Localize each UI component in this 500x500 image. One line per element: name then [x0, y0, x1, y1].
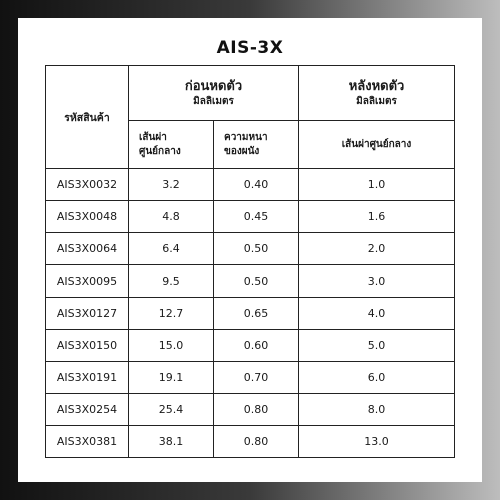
table-row [46, 265, 455, 297]
table-row [46, 393, 455, 425]
cell-before-diameter: 19.1 [129, 361, 214, 393]
cell-product-code: AIS3X0127 [46, 297, 129, 329]
cell-product-code: AIS3X0048 [46, 201, 129, 233]
header-before-thickness-line1: ความหนา [224, 131, 268, 143]
cell-after-diameter: 1.0 [299, 169, 455, 201]
cell-after-diameter: 4.0 [299, 297, 455, 329]
cell-before-thickness: 0.50 [214, 265, 299, 297]
cell-before-thickness: 0.80 [214, 425, 299, 457]
cell-before-thickness: 0.65 [214, 297, 299, 329]
cell-before-diameter: 12.7 [129, 297, 214, 329]
header-before-thickness [214, 121, 299, 169]
cell-before-thickness: 0.70 [214, 361, 299, 393]
spec-card [18, 18, 482, 482]
table-row [46, 361, 455, 393]
cell-before-diameter: 15.0 [129, 329, 214, 361]
cell-after-diameter: 13.0 [299, 425, 455, 457]
header-row-groups [46, 66, 455, 121]
header-before-shrink-unit: มิลลิเมตร [193, 95, 234, 107]
cell-after-diameter: 2.0 [299, 233, 455, 265]
cell-after-diameter: 3.0 [299, 265, 455, 297]
cell-before-diameter: 3.2 [129, 169, 214, 201]
header-after-diameter: เส้นผ่าศูนย์กลาง [299, 121, 455, 169]
cell-after-diameter: 1.6 [299, 201, 455, 233]
cell-before-thickness: 0.80 [214, 393, 299, 425]
table-row [46, 329, 455, 361]
header-before-diameter [129, 121, 214, 169]
cell-after-diameter: 8.0 [299, 393, 455, 425]
page-title: AIS-3X [216, 38, 284, 58]
cell-product-code: AIS3X0254 [46, 393, 129, 425]
cell-before-diameter: 4.8 [129, 201, 214, 233]
table-row [46, 169, 455, 201]
cell-before-thickness: 0.40 [214, 169, 299, 201]
cell-product-code: AIS3X0150 [46, 329, 129, 361]
table-row [46, 233, 455, 265]
header-before-diameter-line1: เส้นผ่า [139, 131, 167, 143]
cell-before-thickness: 0.50 [214, 233, 299, 265]
cell-before-diameter: 6.4 [129, 233, 214, 265]
table-row [46, 201, 455, 233]
table-row [46, 297, 455, 329]
cell-before-diameter: 25.4 [129, 393, 214, 425]
header-after-shrink-label: หลังหดตัว [348, 78, 405, 94]
header-before-thickness-line2: ของผนัง [224, 145, 260, 157]
cell-before-diameter: 38.1 [129, 425, 214, 457]
cell-after-diameter: 5.0 [299, 329, 455, 361]
cell-after-diameter: 6.0 [299, 361, 455, 393]
header-before-diameter-line2: ศูนย์กลาง [139, 145, 181, 157]
spec-table [45, 65, 455, 458]
cell-product-code: AIS3X0032 [46, 169, 129, 201]
cell-before-thickness: 0.60 [214, 329, 299, 361]
header-product-code: รหัสสินค้า [46, 66, 129, 169]
cell-before-diameter: 9.5 [129, 265, 214, 297]
cell-product-code: AIS3X0095 [46, 265, 129, 297]
header-after-shrink [299, 66, 455, 121]
cell-product-code: AIS3X0064 [46, 233, 129, 265]
header-after-shrink-unit: มิลลิเมตร [356, 95, 397, 107]
header-before-shrink-label: ก่อนหดตัว [184, 78, 243, 94]
cell-product-code: AIS3X0381 [46, 425, 129, 457]
cell-before-thickness: 0.45 [214, 201, 299, 233]
header-before-shrink [129, 66, 299, 121]
cell-product-code: AIS3X0191 [46, 361, 129, 393]
table-row [46, 425, 455, 457]
